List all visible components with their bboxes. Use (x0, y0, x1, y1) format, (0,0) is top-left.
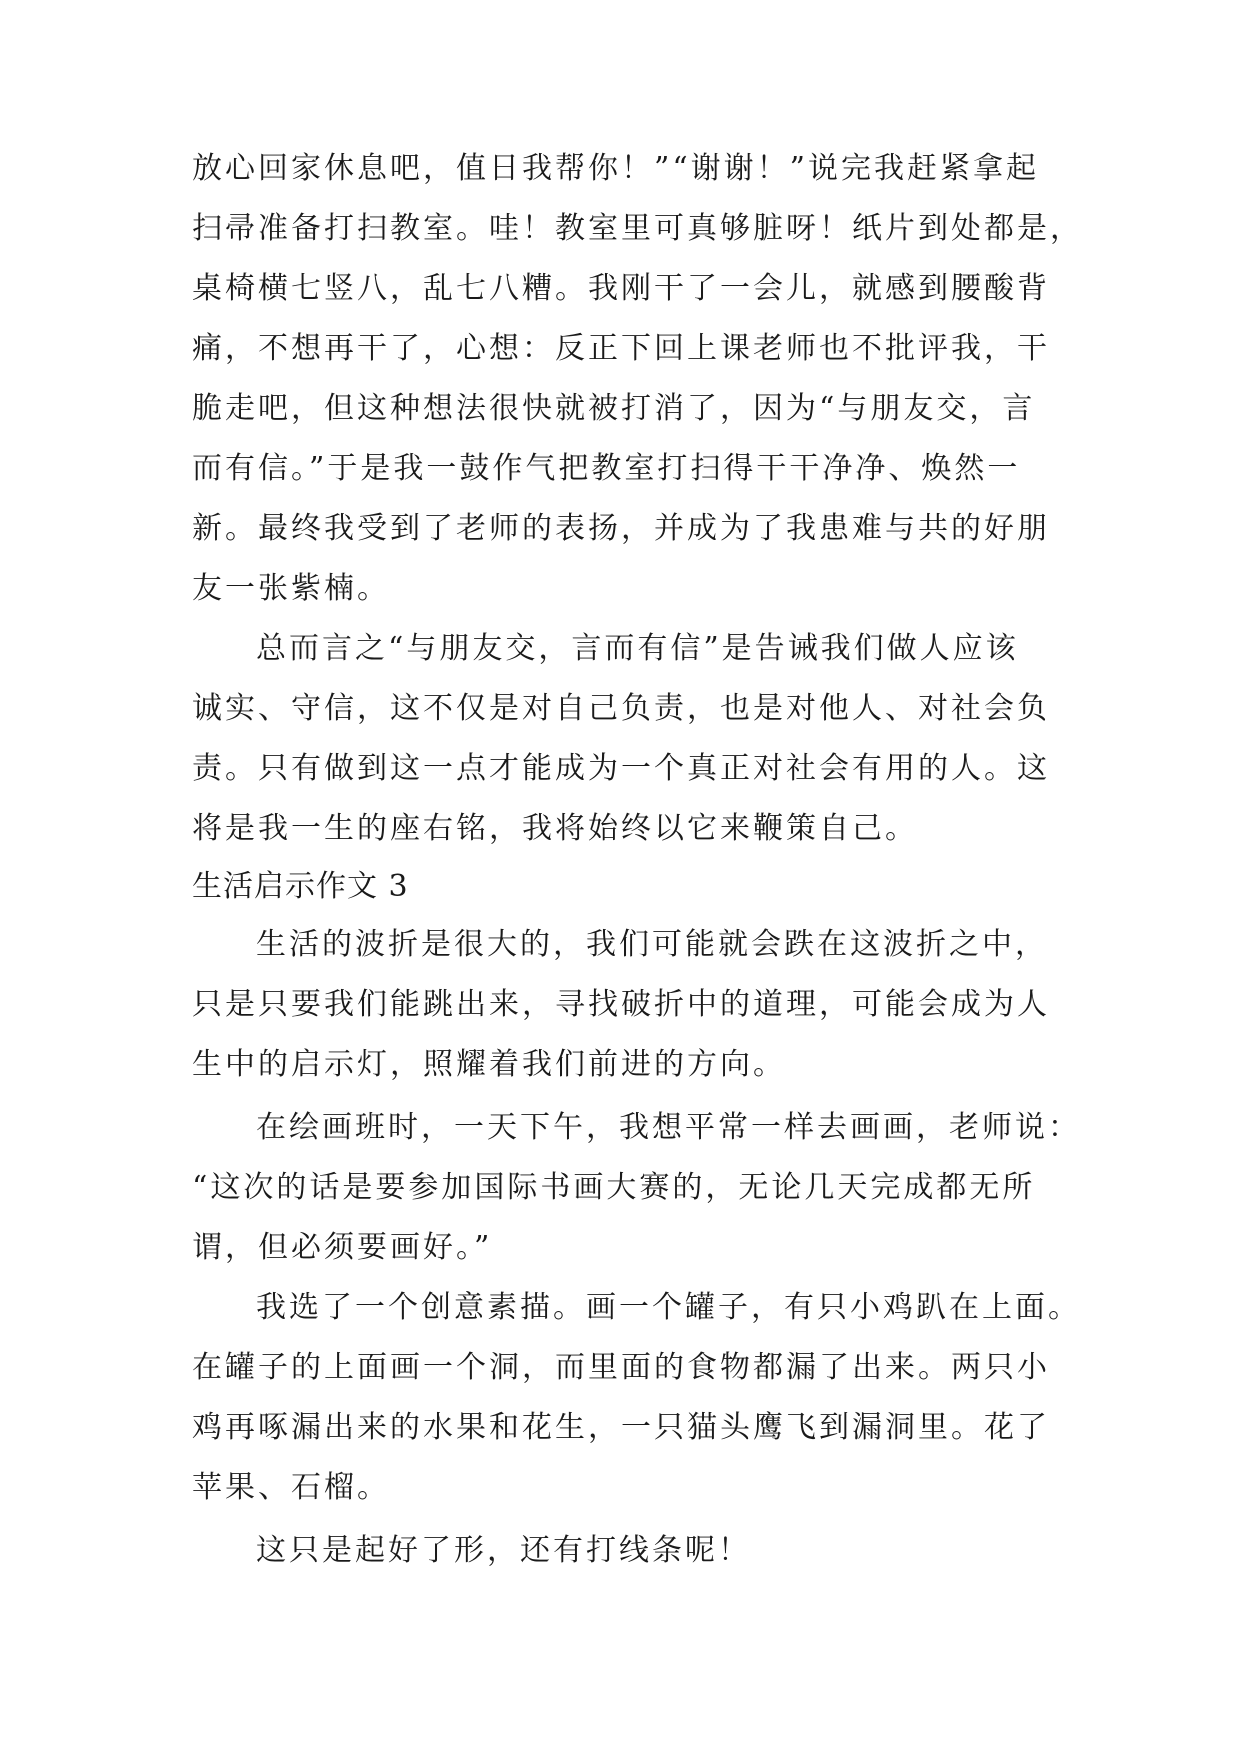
text-line: 在罐子的上面画一个洞，而里面的食物都漏了出来。两只小 (192, 1350, 1050, 1385)
text-line: 痛，不想再干了，心想：反正下回上课老师也不批评我，干 (192, 331, 1050, 366)
text-line: 苹果、石榴。 (192, 1470, 390, 1505)
text-line: 放心回家休息吧，值日我帮你！”“谢谢！”说完我赶紧拿起 (192, 151, 1040, 186)
paragraph-start-line: 生活的波折是很大的，我们可能就会跌在这波折之中， (256, 927, 1048, 962)
text-line: 只是只要我们能跳出来，寻找破折中的道理，可能会成为人 (192, 987, 1050, 1022)
text-line: “这次的话是要参加国际书画大赛的，无论几天完成都无所 (192, 1170, 1036, 1205)
text-line: 诚实、守信，这不仅是对自己负责，也是对他人、对社会负 (192, 691, 1050, 726)
text-line: 鸡再啄漏出来的水果和花生，一只猫头鹰飞到漏洞里。花了 (192, 1410, 1050, 1445)
paragraph-start-line: 在绘画班时，一天下午，我想平常一样去画画，老师说： (256, 1110, 1081, 1145)
text-line: 将是我一生的座右铭，我将始终以它来鞭策自己。 (192, 811, 918, 846)
text-line: 生中的启示灯，照耀着我们前进的方向。 (192, 1047, 786, 1082)
section-heading: 生活启示作文 3 (192, 869, 409, 904)
paragraph-start-line: 总而言之“与朋友交，言而有信”是告诫我们做人应该 (256, 631, 1019, 666)
paragraph-start-line: 这只是起好了形，还有打线条呢！ (256, 1533, 751, 1568)
text-line: 谓，但必须要画好。” (192, 1230, 493, 1265)
text-line: 而有信。”于是我一鼓作气把教室打扫得干干净净、焕然一 (192, 451, 1021, 486)
text-line: 新。最终我受到了老师的表扬，并成为了我患难与共的好朋 (192, 511, 1050, 546)
text-line: 扫帚准备打扫教室。哇！教室里可真够脏呀！纸片到处都是， (192, 211, 1083, 246)
text-line: 责。只有做到这一点才能成为一个真正对社会有用的人。这 (192, 751, 1050, 786)
paragraph-start-line: 我选了一个创意素描。画一个罐子，有只小鸡趴在上面。 (256, 1290, 1081, 1325)
text-line: 桌椅横七竖八，乱七八糟。我刚干了一会儿，就感到腰酸背 (192, 271, 1050, 306)
text-line: 脆走吧，但这种想法很快就被打消了，因为“与朋友交，言 (192, 391, 1036, 426)
text-line: 友一张紫楠。 (192, 571, 390, 606)
